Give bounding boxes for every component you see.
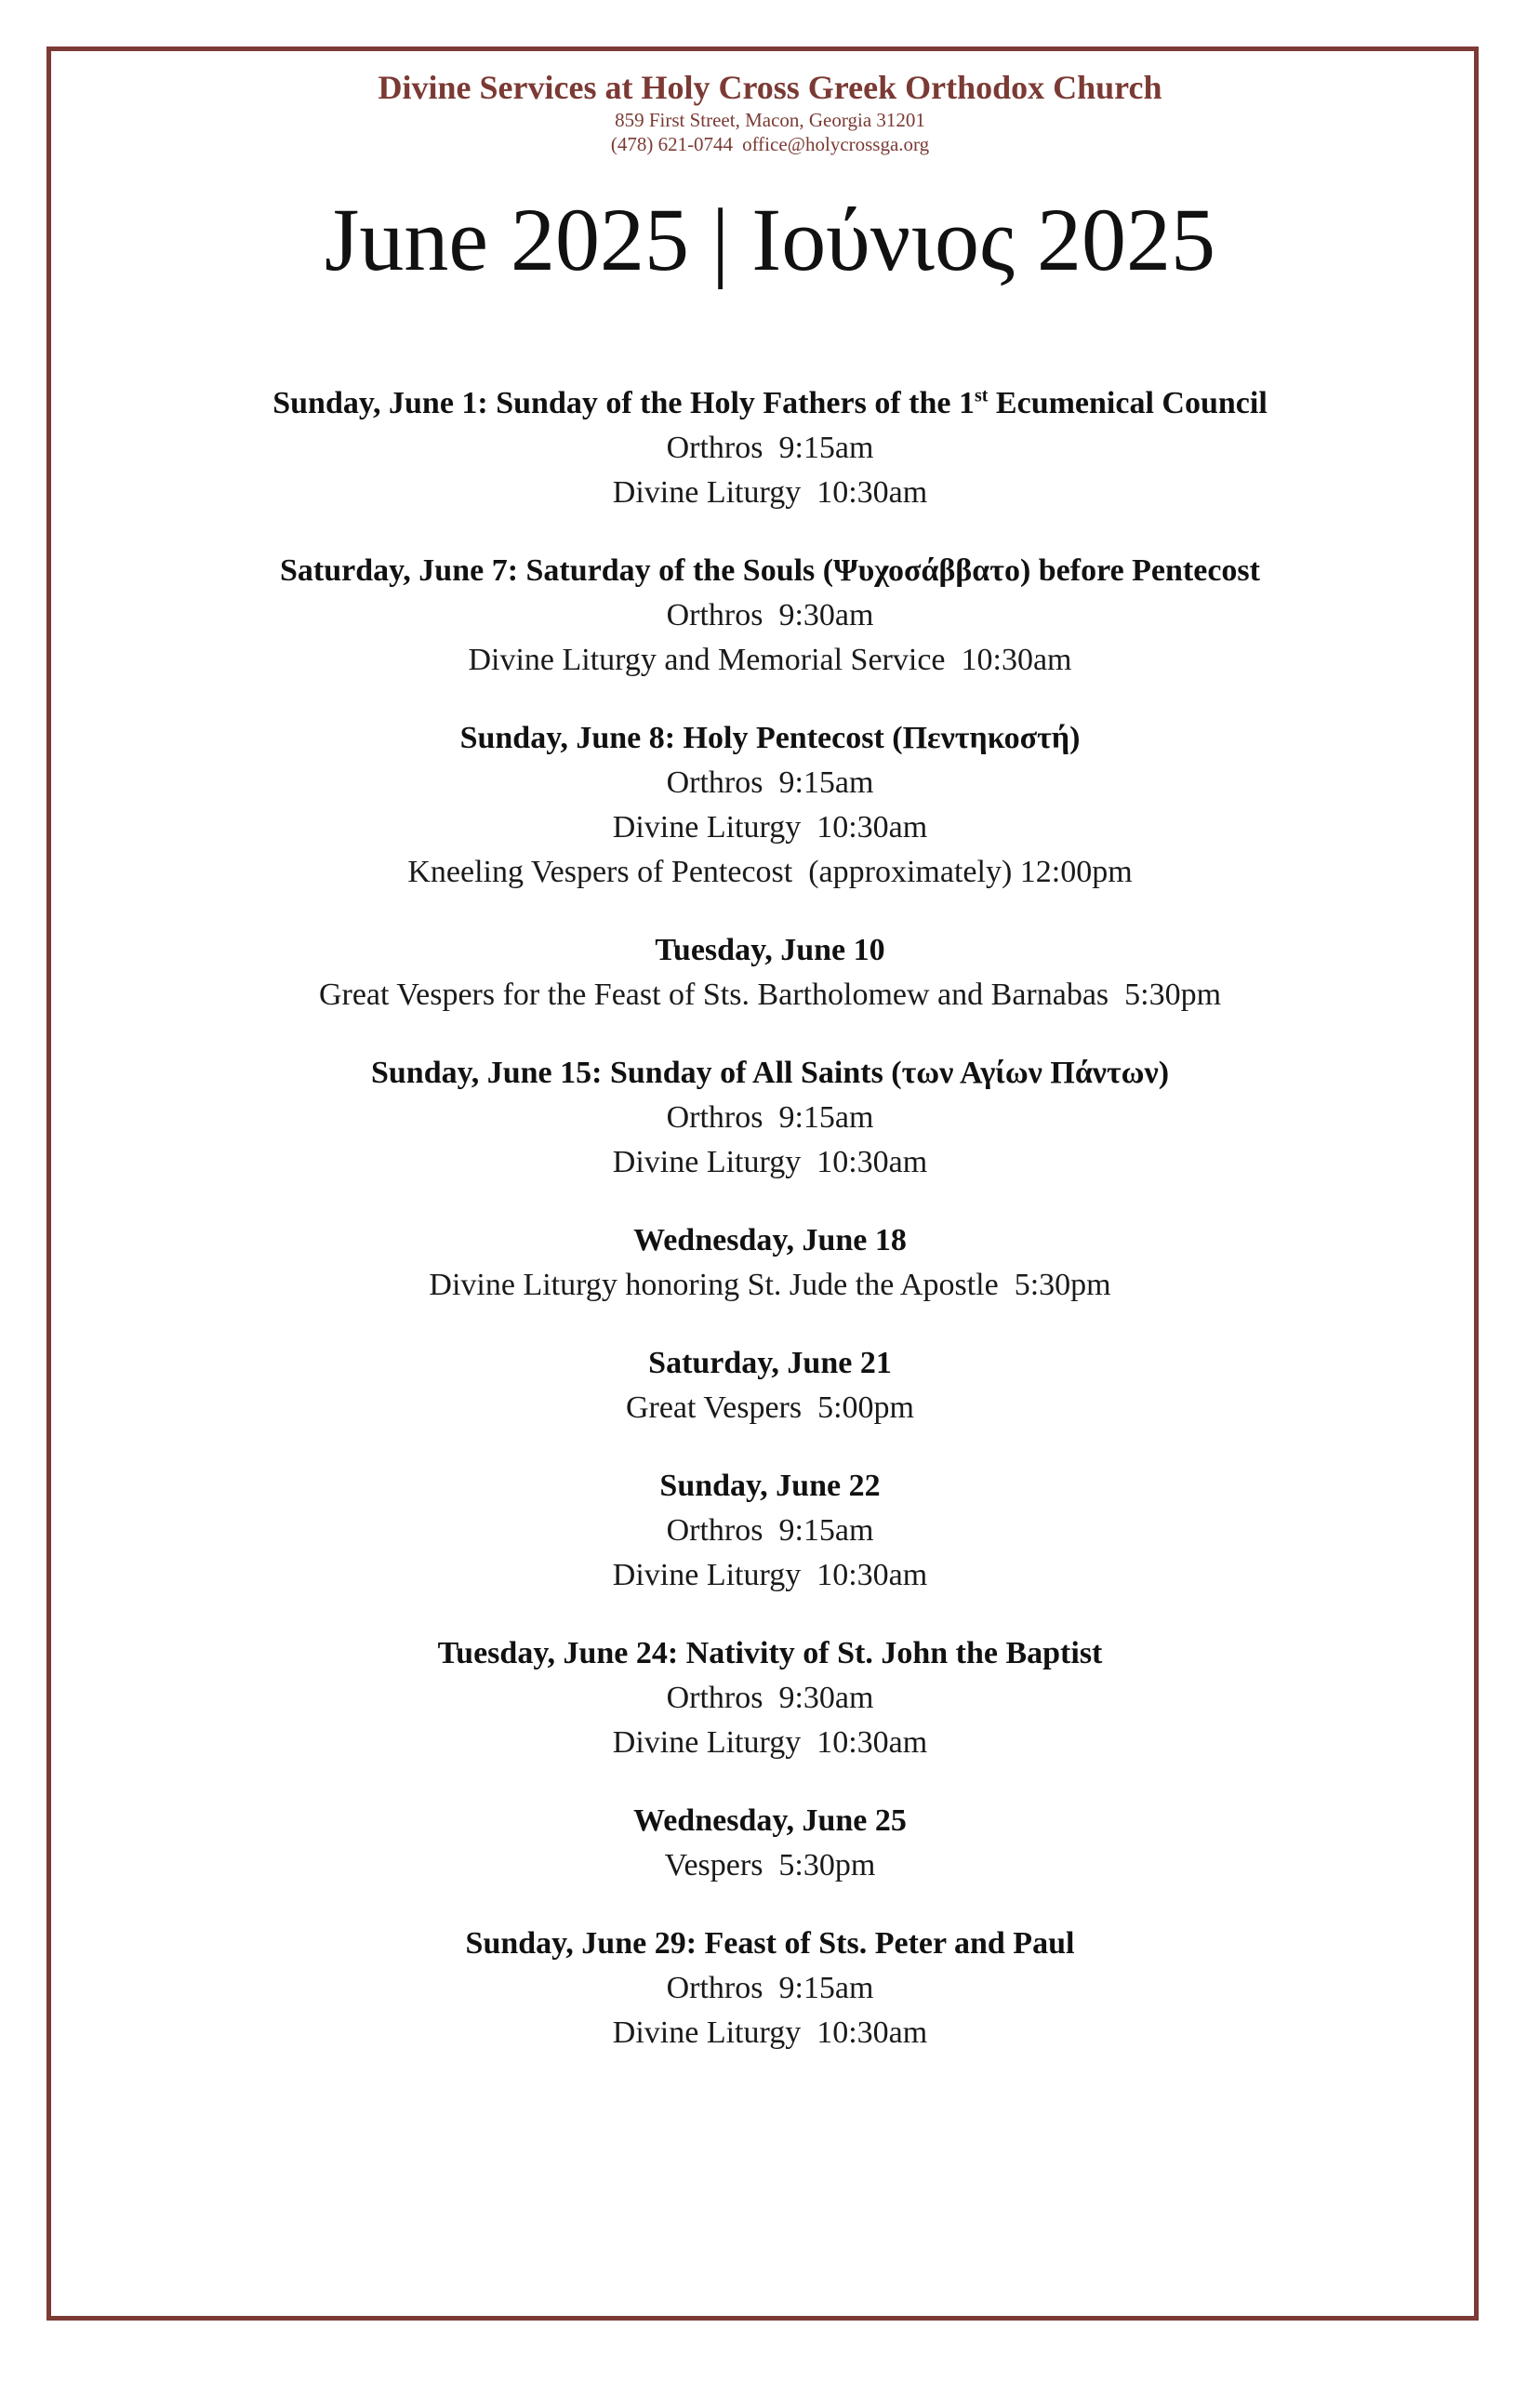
service-line: Divine Liturgy 10:30am — [612, 1725, 928, 1760]
day-heading-text-end: Ecumenical Council — [988, 386, 1268, 420]
service-line: Divine Liturgy 10:30am — [612, 475, 928, 510]
day-heading: Saturday, June 21 — [648, 1346, 892, 1380]
church-contact — [0, 132, 1540, 156]
day-entry — [0, 928, 1540, 1018]
service-line: Divine Liturgy 10:30am — [612, 1558, 928, 1592]
day-heading: Tuesday, June 24: Nativity of St. John the Baptist — [437, 1636, 1103, 1670]
day-entry — [0, 1051, 1540, 1185]
day-heading: Sunday, June 15: Sunday of All Saints (των Αγίων Πάντων) — [370, 1056, 1170, 1090]
service-line: Orthros 9:15am — [666, 431, 874, 465]
day-heading: Saturday, June 7: Saturday of the Souls (Ψυχοσάββατο) before Pentecost — [280, 553, 1260, 588]
church-email: office@holycrossga.org — [742, 133, 930, 155]
service-line: Divine Liturgy honoring St. Jude the Apostle 5:30pm — [429, 1268, 1111, 1302]
church-header — [0, 67, 1540, 156]
service-line: Great Vespers for the Feast of Sts. Bartholomew and Barnabas 5:30pm — [318, 978, 1222, 1012]
service-line: Orthros 9:30am — [666, 1681, 874, 1715]
day-heading-text: Sunday, June 1: Sunday of the Holy Fathers of the 1 — [272, 386, 975, 420]
service-line: Divine Liturgy 10:30am — [612, 2015, 928, 2050]
day-heading: Tuesday, June 10 — [655, 933, 885, 967]
service-line: Orthros 9:15am — [666, 765, 874, 800]
service-line: Divine Liturgy 10:30am — [612, 1145, 928, 1179]
church-phone: (478) 621-0744 — [610, 133, 734, 155]
service-line: Orthros 9:15am — [666, 1100, 874, 1135]
service-line: Great Vespers 5:00pm — [625, 1390, 915, 1425]
service-line: Vespers 5:30pm — [664, 1848, 876, 1882]
day-heading: Sunday, June 8: Holy Pentecost (Πεντηκοστή) — [459, 721, 1081, 755]
day-entry — [0, 1218, 1540, 1308]
church-address: 859 First Street, Macon, Georgia 31201 — [615, 109, 925, 131]
day-heading — [0, 381, 1540, 426]
ordinal-suffix: st — [974, 385, 989, 406]
day-entry — [0, 1922, 1540, 2055]
day-heading: Sunday, June 29: Feast of Sts. Peter and Paul — [465, 1926, 1075, 1961]
service-line: Orthros 9:15am — [666, 1971, 874, 2005]
service-line: Divine Liturgy 10:30am — [612, 810, 928, 845]
day-entry — [0, 1464, 1540, 1598]
month-title: June 2025 | Ιούνιος 2025 — [325, 190, 1215, 289]
day-heading: Wednesday, June 25 — [633, 1803, 907, 1838]
church-name: Divine Services at Holy Cross Greek Orthodox Church — [378, 69, 1162, 106]
day-entry — [0, 1799, 1540, 1888]
day-entry — [0, 549, 1540, 683]
day-entry — [0, 1631, 1540, 1765]
day-entry — [0, 1341, 1540, 1430]
service-schedule — [0, 381, 1540, 2089]
day-entry — [0, 716, 1540, 895]
day-entry — [0, 381, 1540, 515]
service-line: Orthros 9:30am — [666, 598, 874, 632]
service-line: Divine Liturgy and Memorial Service 10:30am — [468, 643, 1072, 677]
service-line: Kneeling Vespers of Pentecost (approximately) 12:00pm — [407, 855, 1133, 889]
day-heading: Wednesday, June 18 — [633, 1223, 907, 1257]
day-heading: Sunday, June 22 — [659, 1469, 881, 1503]
service-line: Orthros 9:15am — [666, 1513, 874, 1548]
